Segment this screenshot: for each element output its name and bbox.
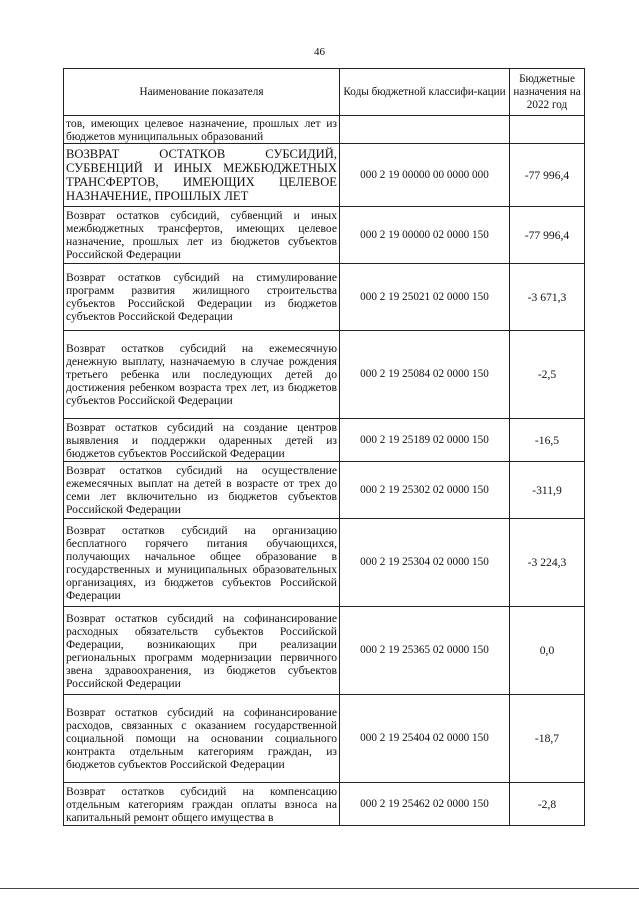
header-code: Коды бюджетной классифи-кации xyxy=(340,69,510,116)
table-row xyxy=(64,116,585,144)
table-row xyxy=(64,607,585,695)
header-value: Бюджетные назначения на 2022 год xyxy=(510,69,585,116)
table-row xyxy=(64,144,585,207)
row-code: 000 2 19 25304 02 0000 150 xyxy=(340,519,510,607)
row-value: -77 996,4 xyxy=(510,144,585,207)
table-row xyxy=(64,264,585,331)
page-bottom-rule xyxy=(0,888,639,889)
table-header-row xyxy=(64,69,585,116)
row-name: Возврат остатков субсидий на осуществление ежемесячных выплат на детей в возрасте от трех до семи лет включительно из бюджетов субъектов Российской Федерации xyxy=(64,462,340,519)
budget-table xyxy=(63,68,585,826)
row-code xyxy=(340,116,510,144)
row-name: Возврат остатков субсидий на компенсацию отдельным категориям граждан оплаты взноса на капитальный ремонт общего имущества в xyxy=(64,783,340,826)
row-code: 000 2 19 25462 02 0000 150 xyxy=(340,783,510,826)
row-code: 000 2 19 00000 00 0000 000 xyxy=(340,144,510,207)
table-row xyxy=(64,695,585,783)
row-name: Возврат остатков субсидий на софинансирование расходных обязательств субъектов Российской Федерации, возникающих при реализации региональных программ модернизации первичного звена здравоохранения, из бюджетов субъектов Российской Федерации xyxy=(64,607,340,695)
row-code: 000 2 19 00000 02 0000 150 xyxy=(340,207,510,264)
row-name: Возврат остатков субсидий на софинансирование расходов, связанных с оказанием государственной социальной помощи на основании социального контракта отдельным категориям граждан, из бюджетов субъектов Российской Федерации xyxy=(64,695,340,783)
row-value: 0,0 xyxy=(510,607,585,695)
row-code: 000 2 19 25021 02 0000 150 xyxy=(340,264,510,331)
row-value: -2,5 xyxy=(510,331,585,419)
row-value: -77 996,4 xyxy=(510,207,585,264)
table-row xyxy=(64,519,585,607)
row-name: ВОЗВРАТ ОСТАТКОВ СУБСИДИЙ, СУБВЕНЦИЙ И ИНЫХ МЕЖБЮДЖЕТНЫХ ТРАНСФЕРТОВ, ИМЕЮЩИХ ЦЕЛЕВОЕ НАЗНАЧЕНИЕ, ПРОШЛЫХ ЛЕТ xyxy=(64,144,340,207)
row-name: Возврат остатков субсидий на организацию бесплатного горячего питания обучающихся, получающих начальное общее образование в государственных и муниципальных образовательных организациях, из бюджетов субъектов Российской Федерации xyxy=(64,519,340,607)
row-value xyxy=(510,116,585,144)
row-name: Возврат остатков субсидий на стимулирование программ развития жилищного строительства субъектов Российской Федерации из бюджетов субъектов Российской Федерации xyxy=(64,264,340,331)
row-name: тов, имеющих целевое назначение, прошлых лет из бюджетов муниципальных образований xyxy=(64,116,340,144)
row-code: 000 2 19 25404 02 0000 150 xyxy=(340,695,510,783)
row-value: -2,8 xyxy=(510,783,585,826)
row-name: Возврат остатков субсидий, субвенций и иных межбюджетных трансфертов, имеющих целевое назначение, прошлых лет из бюджетов субъектов Российской Федерации xyxy=(64,207,340,264)
row-value: -3 671,3 xyxy=(510,264,585,331)
row-value: -3 224,3 xyxy=(510,519,585,607)
table-row xyxy=(64,331,585,419)
table-row xyxy=(64,462,585,519)
table-row xyxy=(64,783,585,826)
row-value: -16,5 xyxy=(510,419,585,462)
page-number: 46 xyxy=(314,46,325,58)
row-code: 000 2 19 25084 02 0000 150 xyxy=(340,331,510,419)
header-name: Наименование показателя xyxy=(64,69,340,116)
row-code: 000 2 19 25302 02 0000 150 xyxy=(340,462,510,519)
row-name: Возврат остатков субсидий на ежемесячную денежную выплату, назначаемую в случае рождения третьего ребенка или последующих детей до достижения ребенком возраста трех лет, из бюджетов субъектов Российской Федерации xyxy=(64,331,340,419)
table-row xyxy=(64,419,585,462)
row-value: -311,9 xyxy=(510,462,585,519)
row-name: Возврат остатков субсидий на создание центров выявления и поддержки одаренных детей из бюджетов субъектов Российской Федерации xyxy=(64,419,340,462)
table-row xyxy=(64,207,585,264)
row-value: -18,7 xyxy=(510,695,585,783)
row-code: 000 2 19 25189 02 0000 150 xyxy=(340,419,510,462)
row-code: 000 2 19 25365 02 0000 150 xyxy=(340,607,510,695)
